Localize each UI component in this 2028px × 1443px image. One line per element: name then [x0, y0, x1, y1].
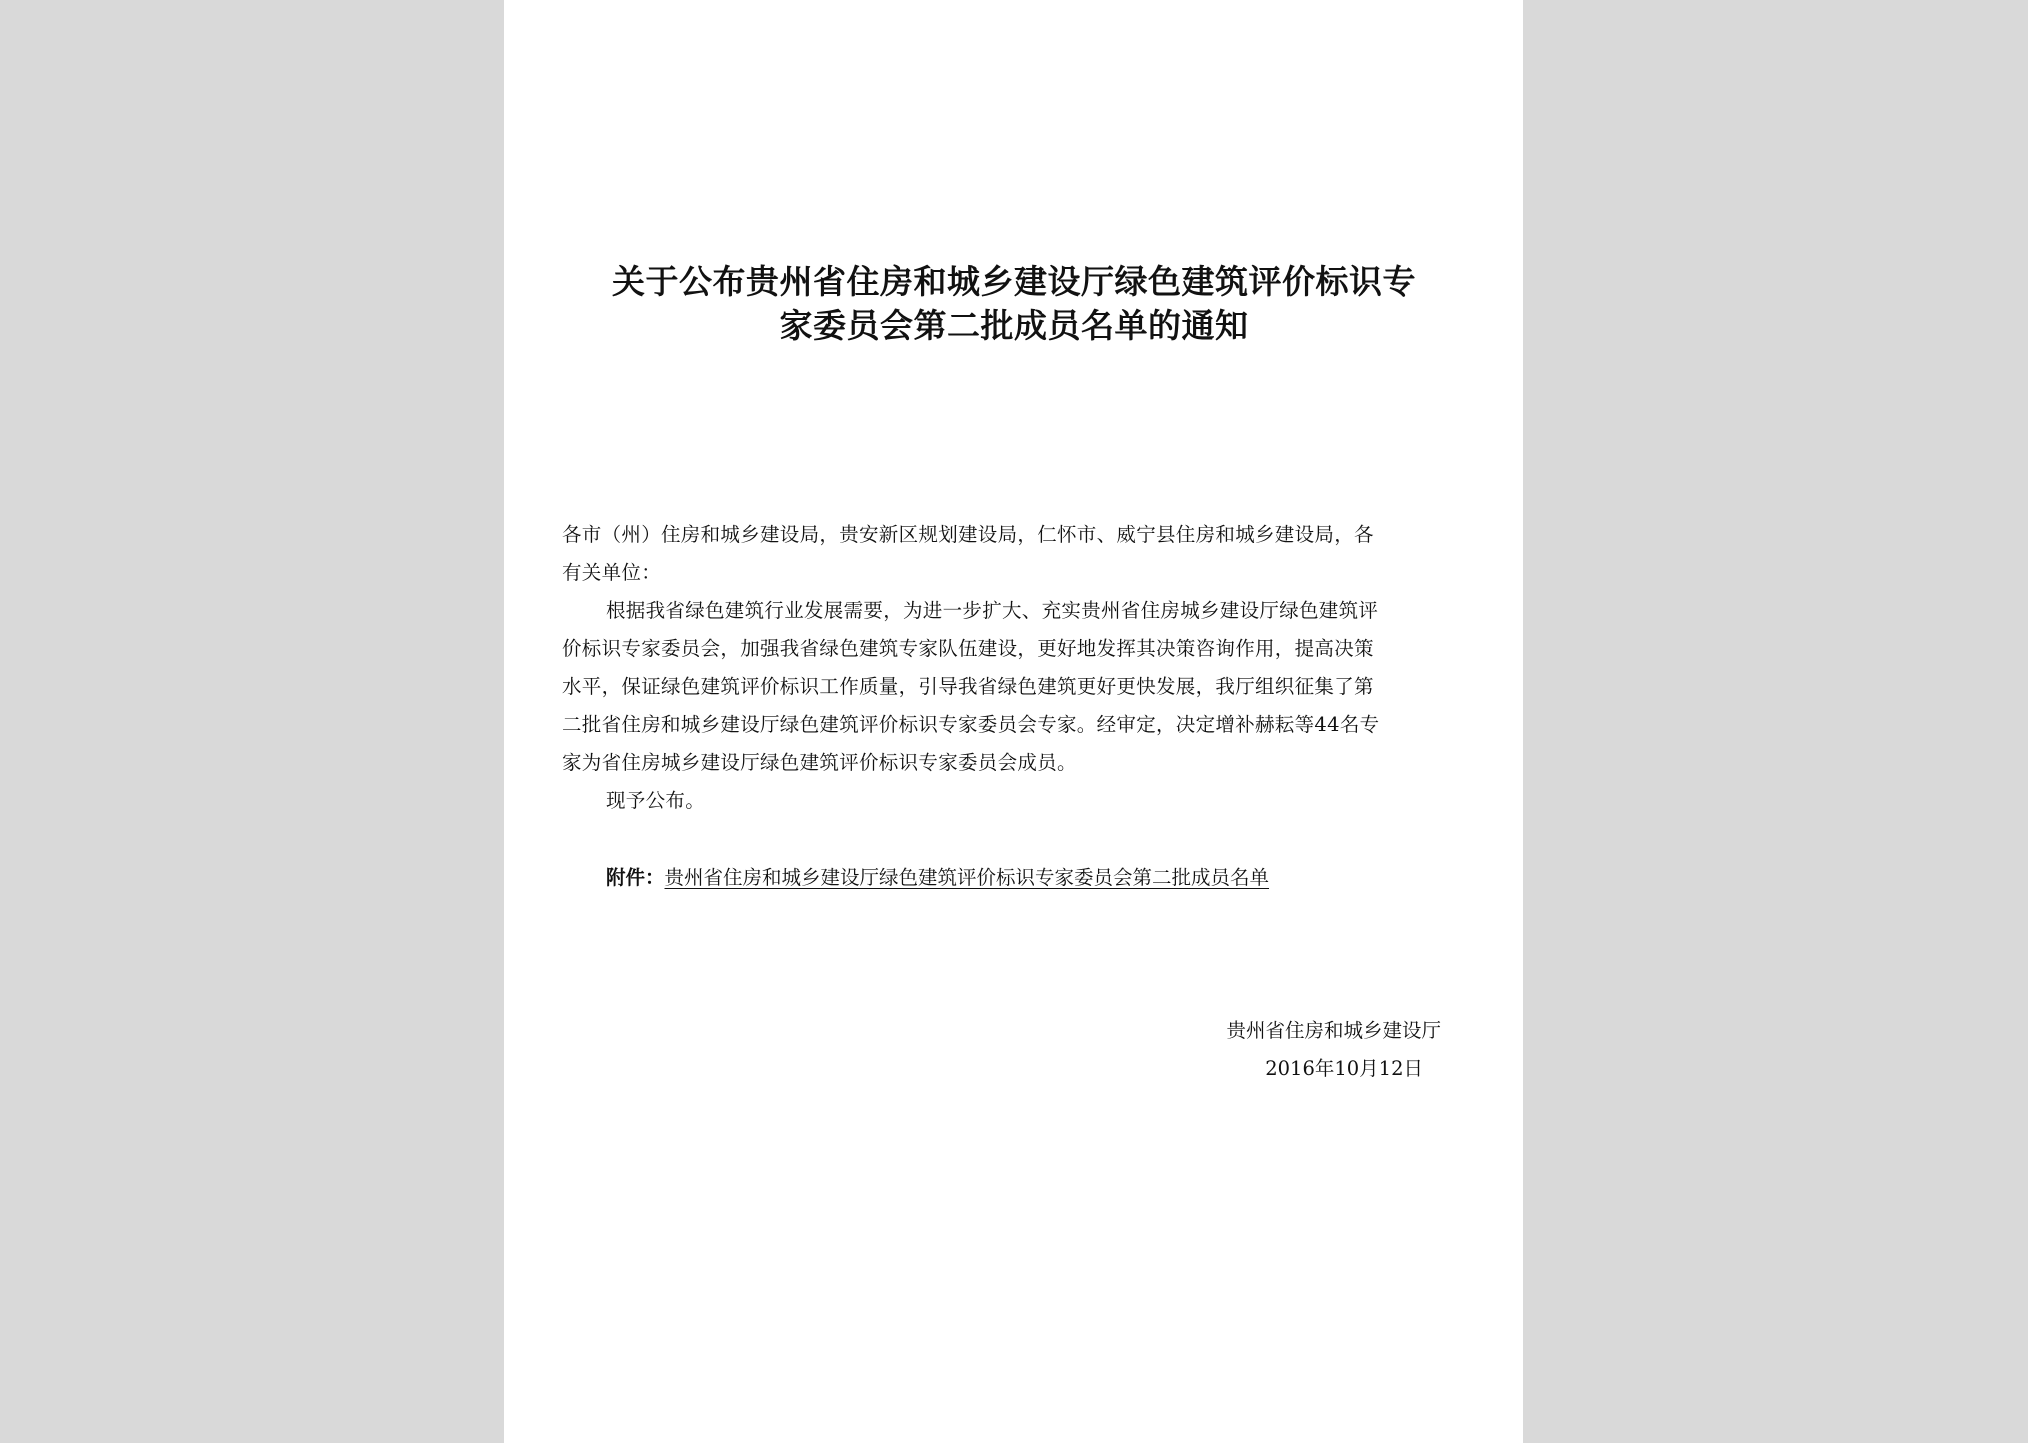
attachment	[606, 859, 1269, 897]
title-line-2: 家委员会第二批成员名单的通知	[779, 306, 1249, 345]
salutation-line-1: 各市（州）住房和城乡建设局，贵安新区规划建设局，仁怀市、威宁县住房和城乡建设局，各	[562, 523, 1374, 546]
document-body	[562, 516, 1454, 820]
paragraph-line: 家为省住房城乡建设厅绿色建筑评价标识专家委员会成员。	[562, 751, 1077, 774]
paragraph-line: 水平，保证绿色建筑评价标识工作质量，引导我省绿色建筑更好更快发展，我厅组织征集了第	[562, 675, 1374, 698]
paragraph-line: 价标识专家委员会，加强我省绿色建筑专家队伍建设，更好地发挥其决策咨询作用，提高决策	[562, 637, 1374, 660]
paragraph-line: 二批省住房和城乡建设厅绿色建筑评价标识专家委员会专家。经审定，决定增补赫耘等44名专	[562, 713, 1380, 736]
signature-date: 2016年10月12日	[1265, 1057, 1423, 1080]
attachment-link[interactable]: 贵州省住房和城乡建设厅绿色建筑评价标识专家委员会第二批成员名单	[664, 866, 1270, 889]
signature-organization: 贵州省住房和城乡建设厅	[1226, 1019, 1441, 1042]
title-line-1: 关于公布贵州省住房和城乡建设厅绿色建筑评价标识专	[612, 262, 1416, 301]
announcement-line: 现予公布。	[606, 789, 706, 812]
salutation-line-2: 有关单位：	[562, 561, 662, 584]
signature-block	[1226, 1012, 1441, 1088]
paragraph-line: 根据我省绿色建筑行业发展需要，为进一步扩大、充实贵州省住房城乡建设厅绿色建筑评	[606, 599, 1379, 622]
attachment-label: 附件：	[606, 866, 665, 889]
document-page	[504, 0, 1523, 1443]
document-title	[564, 260, 1464, 348]
